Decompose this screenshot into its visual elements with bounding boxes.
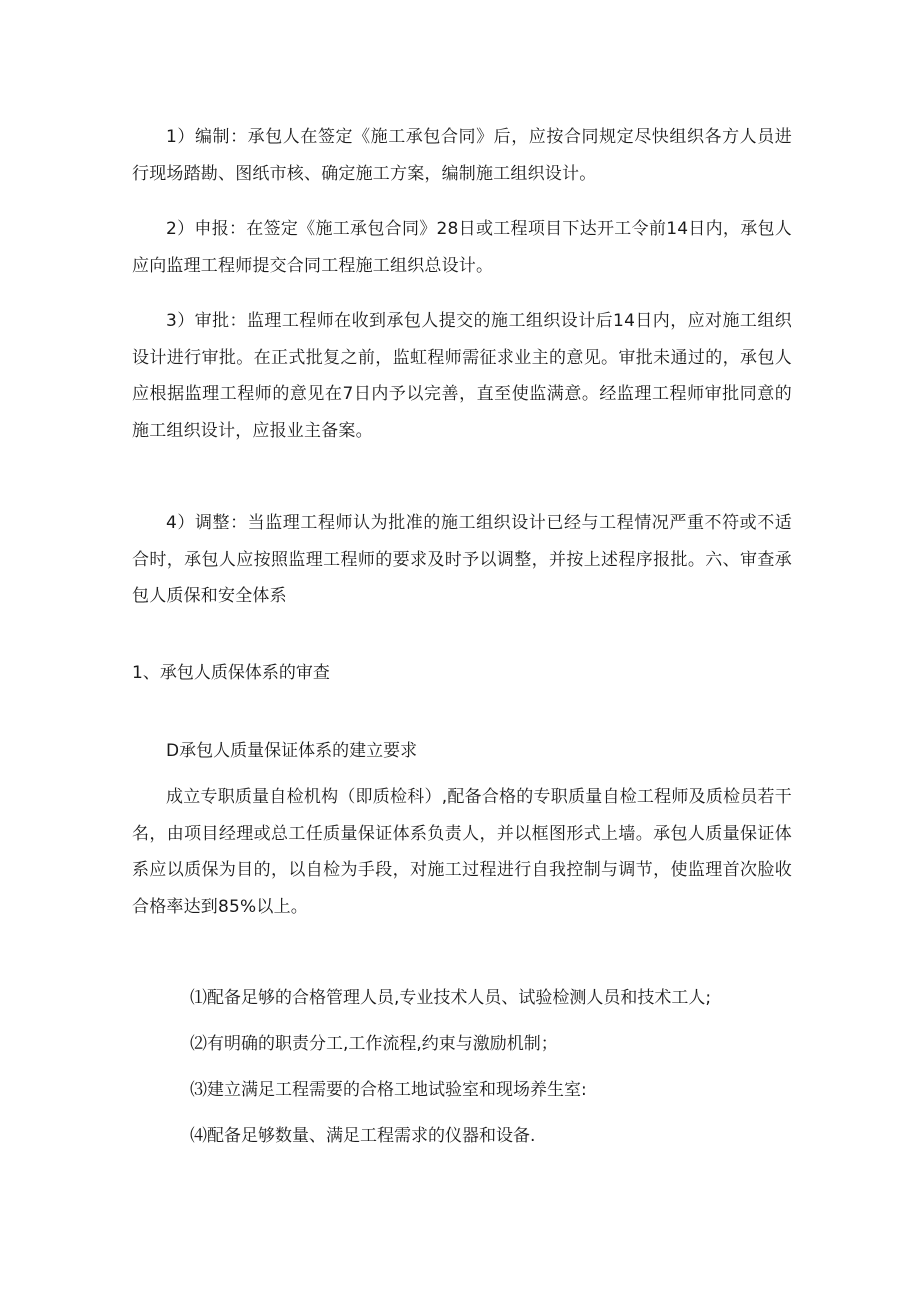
paragraph-submit: 2）申报：在签定《施工承包合同》28日或工程项目下达开工令前14日内，承包人应向监理工程师提交合同工程施工组织总设计。 [132,219,792,276]
list-item: ⑷配备足够数量、满足工程需求的仪器和设备. [190,1126,536,1146]
paragraph-approve: 3）审批：监理工程师在收到承包人提交的施工组织设计后14日内，应对施工组织设计进行审批。在正式批复之前，监虹程师需征求业主的意见。审批未通过的，承包人应根据监理工程师的意见在7日内予以完善，直至使监满意。经监理工程师审批同意的施工组织设计，应报业主备案。 [132,311,792,441]
list-item: ⑴配备足够的合格管理人员,专业技术人员、试验检测人员和技术工人; [190,988,712,1008]
paragraph-quality-body: 成立专职质量自检机构（即质检科）,配备合格的专职质量自检工程师及质检员若干名，由项目经理或总工任质量保证体系负责人，并以框图形式上墙。承包人质量保证体系应以质保为目的，以自检为手段，对施工过程进行自我控制与调节，使监理首次脸收合格率达到85%以上。 [132,787,792,917]
sub-heading: D承包人质量保证体系的建立要求 [166,741,418,761]
list-item: ⑶建立满足工程需要的合格工地试验室和现场养生室: [190,1080,587,1100]
section-heading: 1、承包人质保体系的审查 [132,663,330,683]
paragraph-compile: 1）编制：承包人在签定《施工承包合同》后，应按合同规定尽快组织各方人员进行现场踏勘、图纸市核、确定施工方案，编制施工组织设计。 [132,127,792,184]
paragraph-adjust: 4）调整：当监理工程师认为批准的施工组织设计已经与工程情况严重不符或不适合时，承包人应按照监理工程师的要求及时予以调整，并按上述程序报批。六、审查承包人质保和安全体系 [132,513,792,606]
list-item: ⑵有明确的职责分工,工作流程,约束与激励机制； [190,1034,558,1054]
